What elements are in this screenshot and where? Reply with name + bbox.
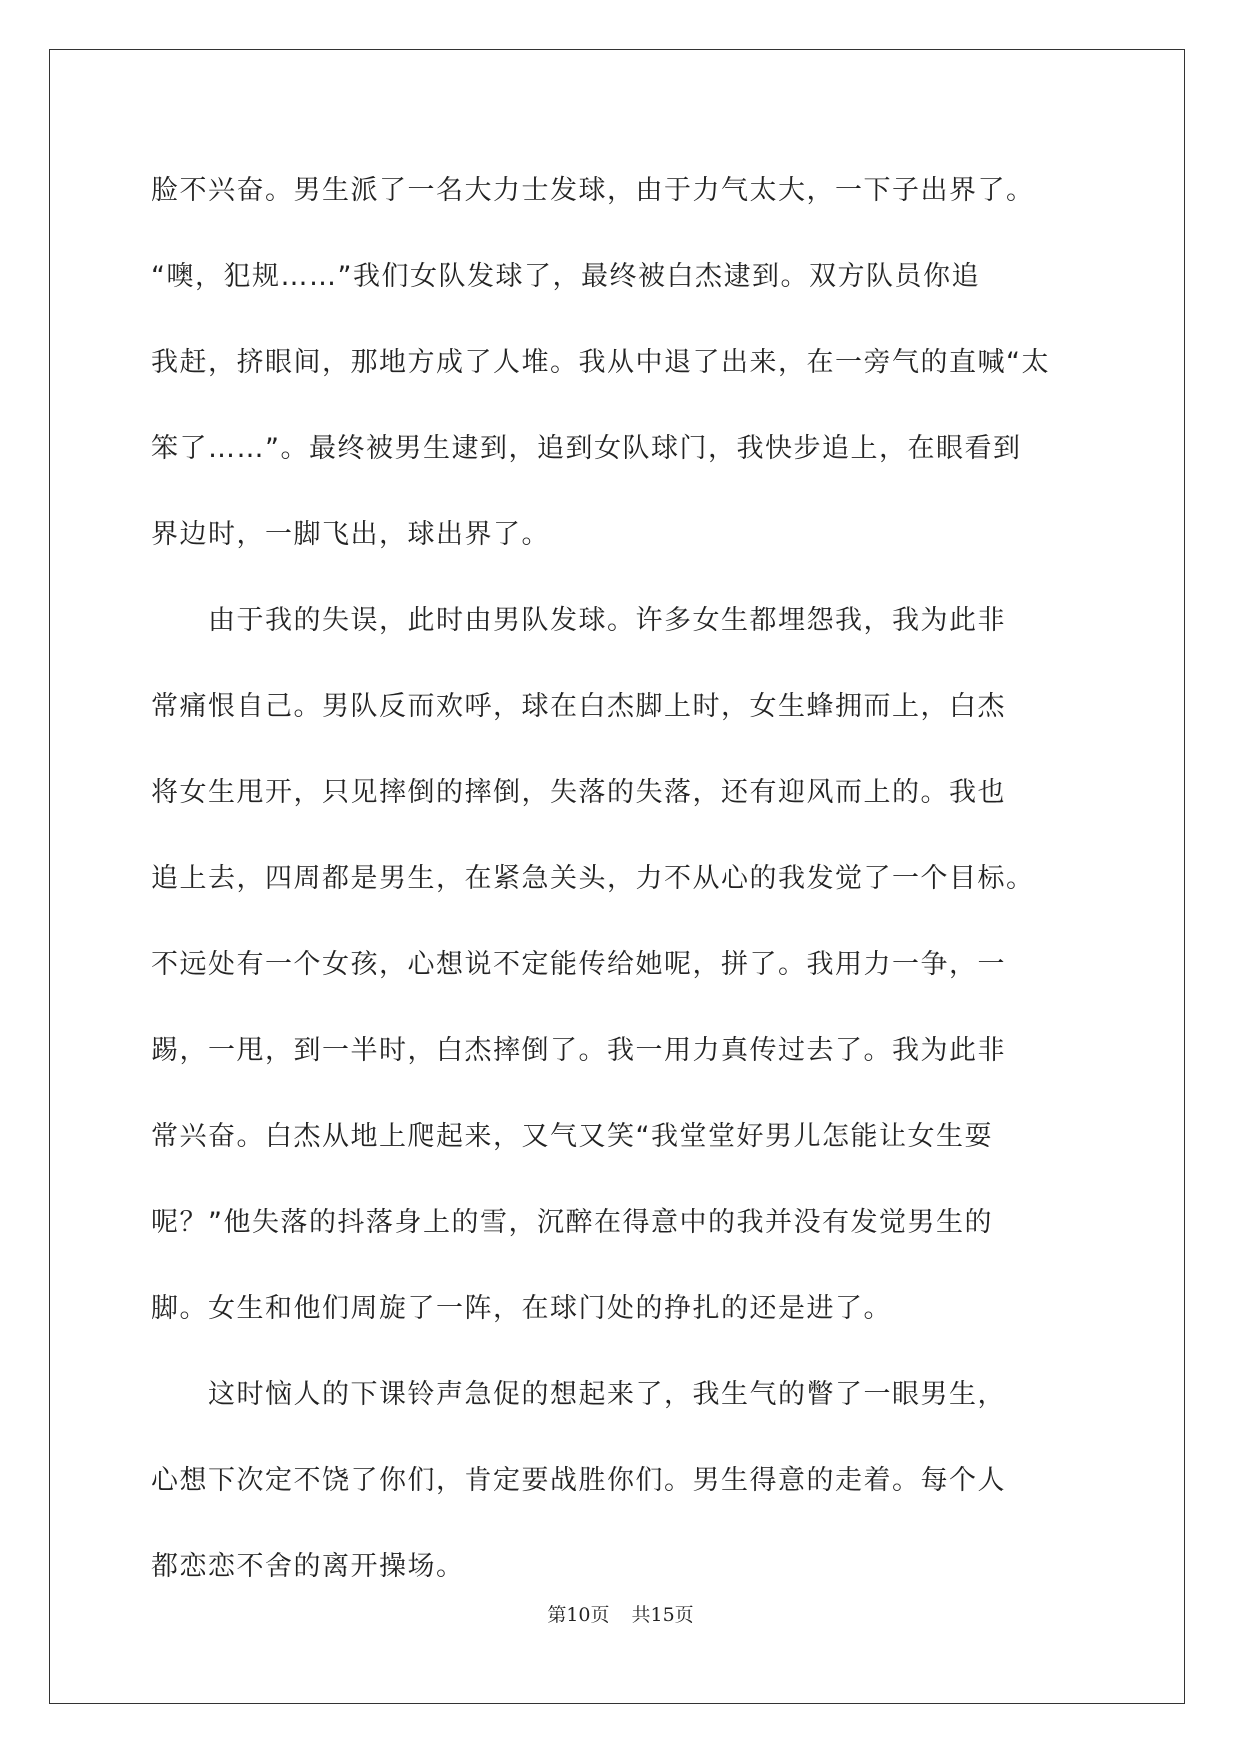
total-pages: 共15页 xyxy=(631,1604,694,1626)
text-line: 踢，一甩，到一半时，白杰摔倒了。我一用力真传过去了。我为此非 xyxy=(151,1035,1006,1066)
body-text xyxy=(151,148,1091,1610)
text-line: “噢，犯规……”我们女队发球了，最终被白杰逮到。双方队员你追 xyxy=(151,261,980,292)
text-line: 都恋恋不舍的离开操场。 xyxy=(151,1551,465,1582)
text-line: 心想下次定不饶了你们，肯定要战胜你们。男生得意的走着。每个人 xyxy=(151,1465,1006,1496)
text-line: 常痛恨自己。男队反而欢呼，球在白杰脚上时，女生蜂拥而上，白杰 xyxy=(151,691,1006,722)
page-footer xyxy=(0,1600,1241,1627)
text-line: 界边时，一脚飞出，球出界了。 xyxy=(151,519,550,550)
text-line: 不远处有一个女孩，心想说不定能传给她呢，拼了。我用力一争，一 xyxy=(151,949,1006,980)
text-line: 笨了……”。最终被男生逮到，追到女队球门，我快步追上，在眼看到 xyxy=(151,433,1022,464)
text-line: 这时恼人的下课铃声急促的想起来了，我生气的瞥了一眼男生， xyxy=(151,1379,1006,1410)
text-line: 将女生甩开，只见摔倒的摔倒，失落的失落，还有迎风而上的。我也 xyxy=(151,777,1006,808)
text-line: 呢？”他失落的抖落身上的雪，沉醉在得意中的我并没有发觉男生的 xyxy=(151,1207,993,1238)
text-line: 常兴奋。白杰从地上爬起来，又气又笑“我堂堂好男儿怎能让女生耍 xyxy=(151,1121,993,1152)
text-line: 追上去，四周都是男生，在紧急关头，力不从心的我发觉了一个目标。 xyxy=(151,863,1035,894)
page-number: 第10页 xyxy=(547,1604,610,1626)
text-line: 我赶，挤眼间，那地方成了人堆。我从中退了出来，在一旁气的直喊“太 xyxy=(151,347,1050,378)
text-line: 由于我的失误，此时由男队发球。许多女生都埋怨我，我为此非 xyxy=(151,605,1006,636)
text-line: 脚。女生和他们周旋了一阵，在球门处的挣扎的还是进了。 xyxy=(151,1293,892,1324)
text-line: 脸不兴奋。男生派了一名大力士发球，由于力气太大，一下子出界了。 xyxy=(151,175,1035,206)
